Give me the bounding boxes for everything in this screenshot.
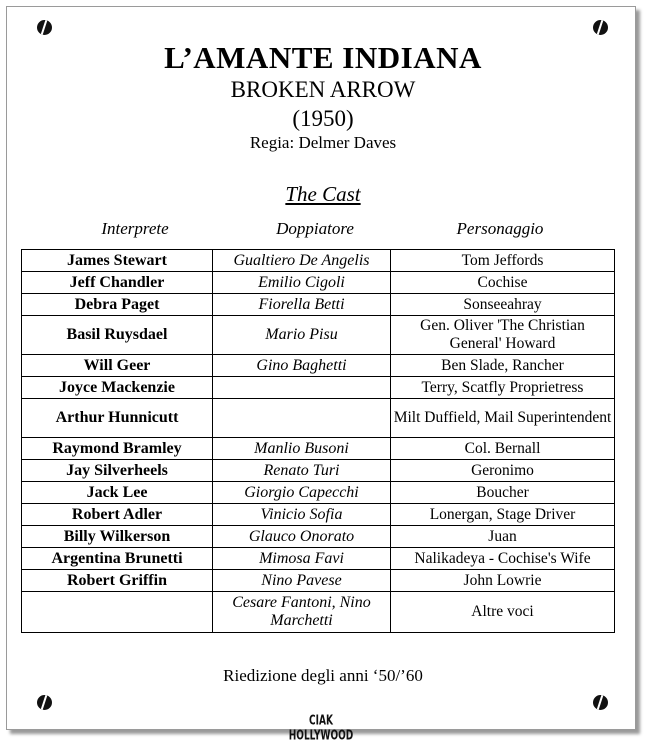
actor-cell: Will Geer (22, 355, 213, 377)
table-row (22, 316, 615, 355)
page-title: L’AMANTE INDIANA (164, 40, 482, 75)
role-cell: Col. Bernall (391, 438, 615, 460)
role-cell: Milt Duffield, Mail Superintendent (391, 399, 615, 438)
reissue-note: Riedizione degli anni ‘50/’60 (223, 666, 423, 685)
dubber-cell: Manlio Busoni (213, 438, 391, 460)
actor-cell: Billy Wilkerson (22, 526, 213, 548)
table-row (22, 272, 615, 294)
table-row (22, 438, 615, 460)
role-cell: Gen. Oliver 'The Christian General' Howard (391, 316, 615, 355)
dubber-cell: Gino Baghetti (213, 355, 391, 377)
column-header-doppiatore: Doppiatore (276, 219, 354, 238)
actor-cell: Basil Ruysdael (22, 316, 213, 355)
role-cell: Tom Jeffords (391, 250, 615, 272)
role-cell: Nalikadeya - Cochise's Wife (391, 548, 615, 570)
role-cell: Sonseeahray (391, 294, 615, 316)
table-row (22, 250, 615, 272)
director-credit: Regia: Delmer Daves (249, 133, 397, 152)
role-cell: Altre voci (391, 592, 615, 633)
dubber-cell: Nino Pavese (213, 570, 391, 592)
actor-cell: Debra Paget (22, 294, 213, 316)
role-cell: Lonergan, Stage Driver (391, 504, 615, 526)
table-row (22, 548, 615, 570)
dubber-cell: Mario Pisu (213, 316, 391, 355)
actor-cell: Jack Lee (22, 482, 213, 504)
dubber-cell: Vinicio Sofia (213, 504, 391, 526)
role-cell: Geronimo (391, 460, 615, 482)
table-row (22, 482, 615, 504)
actor-cell: James Stewart (22, 250, 213, 272)
table-row (22, 355, 615, 377)
dubber-cell: Emilio Cigoli (213, 272, 391, 294)
dubber-cell (213, 377, 391, 399)
ciak-hollywood-logo: CIAK HOLLYWOOD (288, 714, 354, 744)
dubber-cell: Cesare Fantoni, Nino Marchetti (213, 592, 391, 633)
table-row (22, 377, 615, 399)
actor-cell: Jay Silverheels (22, 460, 213, 482)
dubber-cell: Renato Turi (213, 460, 391, 482)
table-row (22, 526, 615, 548)
actor-cell: Arthur Hunnicutt (22, 399, 213, 438)
screw-icon (37, 695, 52, 710)
column-header-personaggio: Personaggio (456, 219, 544, 238)
actor-cell: Robert Griffin (22, 570, 213, 592)
table-row (22, 399, 615, 438)
dubber-cell: Gualtiero De Angelis (213, 250, 391, 272)
cast-heading: The Cast (285, 182, 361, 206)
dubber-cell: Fiorella Betti (213, 294, 391, 316)
actor-cell: Jeff Chandler (22, 272, 213, 294)
release-year: (1950) (292, 106, 354, 131)
role-cell: Terry, Scatfly Proprietress (391, 377, 615, 399)
actor-cell: Raymond Bramley (22, 438, 213, 460)
column-header-interprete: Interprete (101, 219, 169, 238)
screw-icon (37, 20, 52, 35)
table-row (22, 592, 615, 633)
dubber-cell (213, 399, 391, 438)
cast-table (21, 249, 615, 633)
actor-cell: Robert Adler (22, 504, 213, 526)
role-cell: Boucher (391, 482, 615, 504)
table-row (22, 460, 615, 482)
table-row (22, 504, 615, 526)
screw-icon (593, 695, 608, 710)
actor-cell: Joyce Mackenzie (22, 377, 213, 399)
role-cell: Ben Slade, Rancher (391, 355, 615, 377)
table-row (22, 294, 615, 316)
role-cell: John Lowrie (391, 570, 615, 592)
screw-icon (593, 20, 608, 35)
actor-cell (22, 592, 213, 633)
actor-cell: Argentina Brunetti (22, 548, 213, 570)
dubber-cell: Mimosa Favi (213, 548, 391, 570)
role-cell: Juan (391, 526, 615, 548)
original-title: BROKEN ARROW (230, 77, 416, 102)
table-row (22, 570, 615, 592)
role-cell: Cochise (391, 272, 615, 294)
dubber-cell: Glauco Onorato (213, 526, 391, 548)
dubber-cell: Giorgio Capecchi (213, 482, 391, 504)
